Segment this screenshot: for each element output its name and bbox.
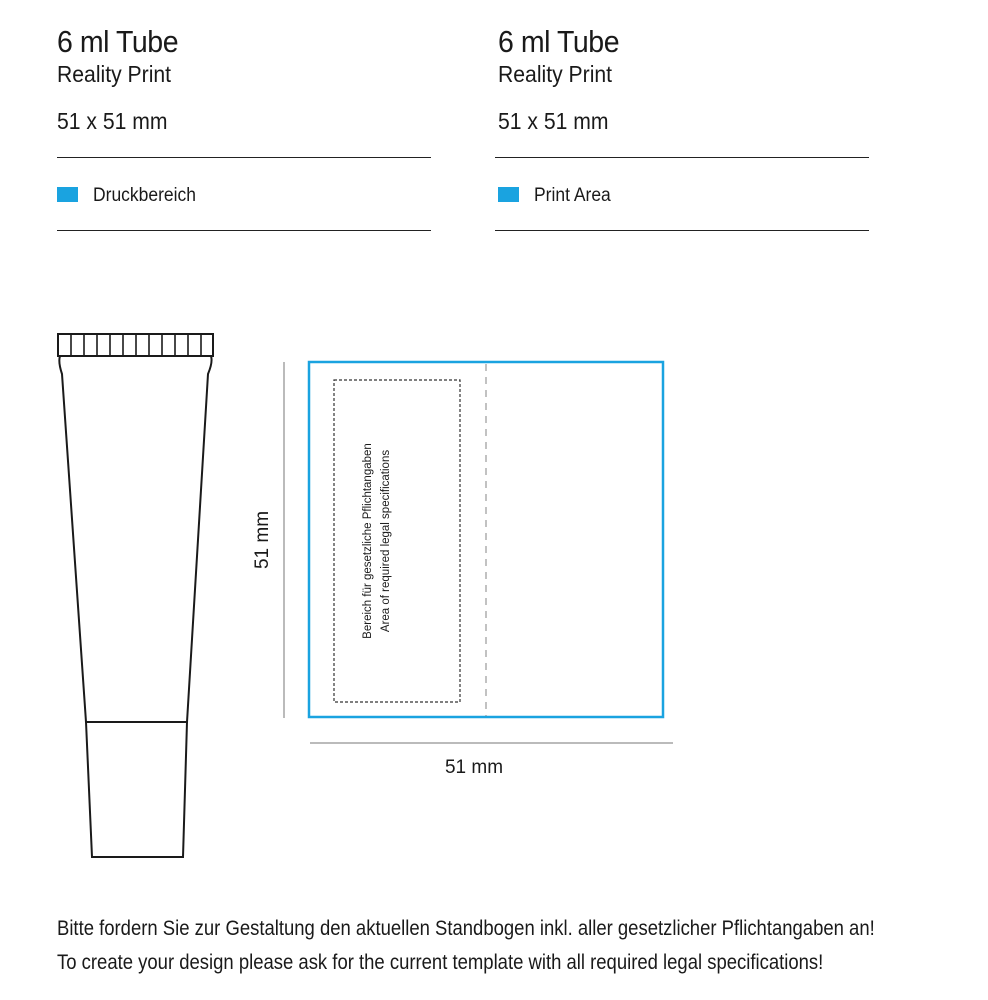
product-title: 6 ml Tube: [498, 24, 620, 59]
footer-note-de: Bitte fordern Sie zur Gestaltung den aktuellen Standbogen inkl. aller gesetzlicher Pflichtangaben an!: [57, 917, 875, 940]
tube-cap: [58, 334, 213, 356]
legend-label: Print Area: [534, 185, 611, 206]
product-subtitle: Reality Print: [57, 61, 172, 87]
legend-label: Druckbereich: [93, 185, 196, 206]
footer-note-en: To create your design please ask for the current template with all required legal specifications!: [57, 951, 824, 974]
legal-label-de: Bereich für gesetzliche Pflichtangaben: [362, 443, 374, 639]
tube-body: [59, 356, 211, 722]
height-dimension-label: 51 mm: [252, 510, 273, 570]
legal-label-en: Area of required legal specifications: [380, 449, 392, 633]
tube-cap-ribs: [71, 334, 201, 356]
product-size: 51 x 51 mm: [57, 108, 168, 134]
product-subtitle: Reality Print: [498, 61, 613, 87]
product-size: 51 x 51 mm: [498, 108, 609, 134]
legal-specifications-area: [334, 380, 460, 702]
width-dimension-label: 51 mm: [444, 757, 504, 778]
product-title: 6 ml Tube: [57, 24, 179, 59]
tube-seal: [86, 722, 187, 857]
